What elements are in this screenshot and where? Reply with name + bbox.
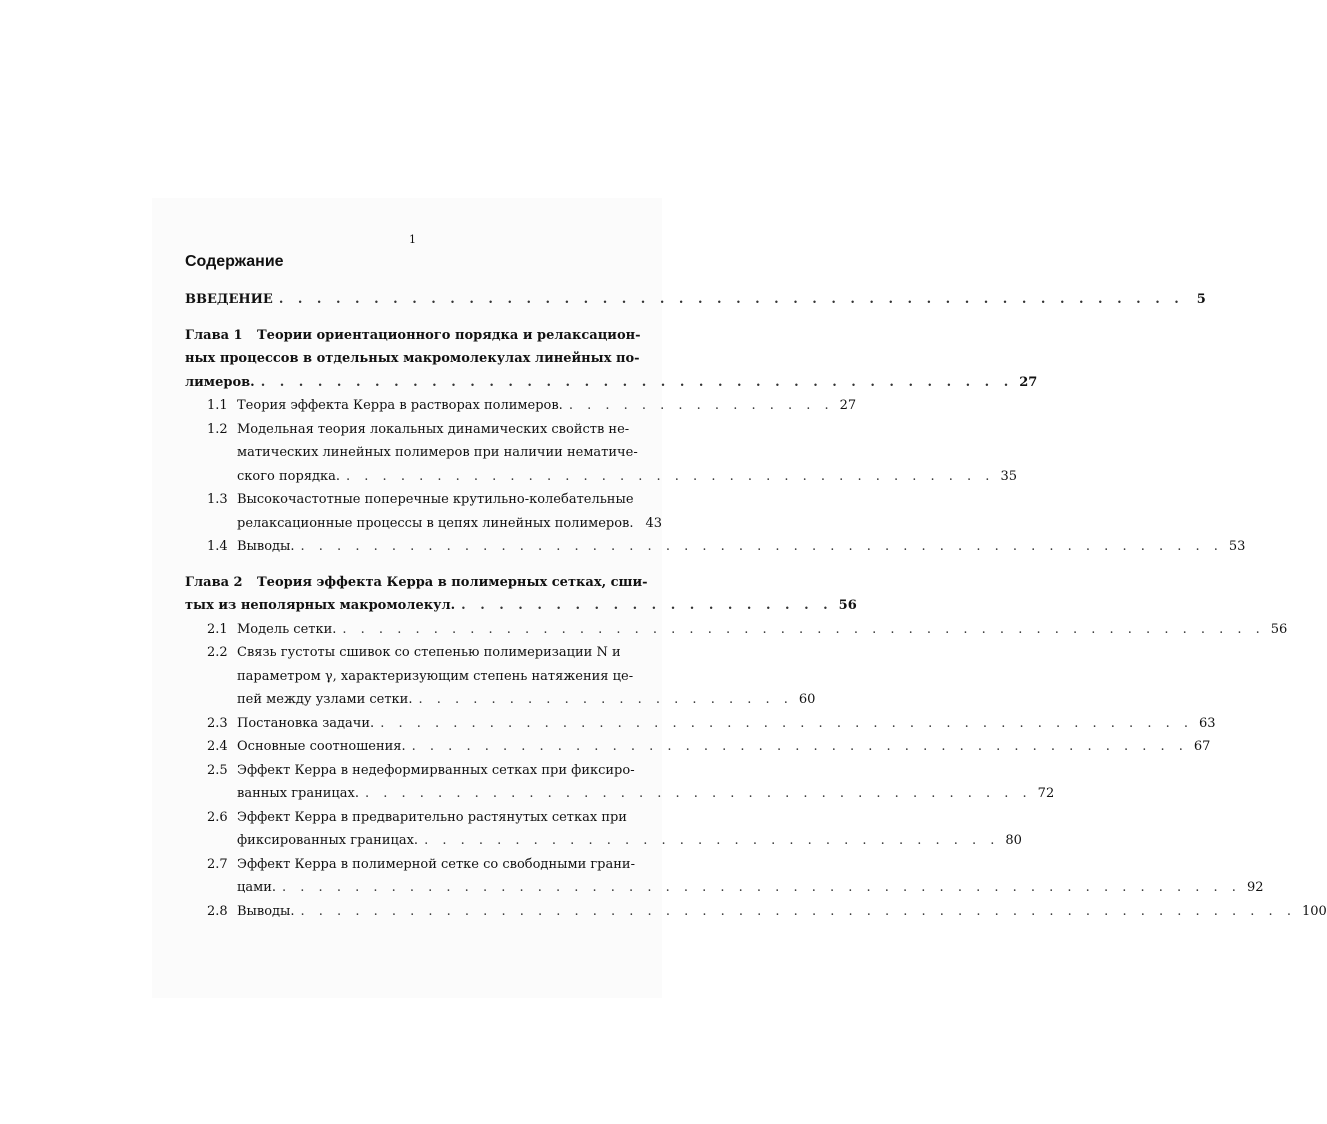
chapter2-heading [185, 571, 648, 595]
section-title: Модель сетки. [237, 621, 337, 637]
chapter1-title-continuation [185, 347, 643, 371]
section-title: Высокочастотные поперечные крутильно-колебательные [237, 492, 634, 507]
section-page: 27 [839, 398, 857, 413]
chapter2-page: 56 [838, 598, 857, 613]
toc-section-1-3 [185, 488, 643, 512]
section-title: фиксированных границах. [237, 833, 419, 848]
section-title: релаксационные процессы в цепях линейных полимеров. [237, 515, 634, 531]
dot-leader: . . . . . . . . . . . . . . . . . . . . . . . . . . . . . . . . . . . . [346, 468, 995, 484]
dot-leader: . . . . . . . . . . . . . . . . . . . . . . . . . . . . . . . . . . . . . . . . . . . . . . . . . . . . . . . [300, 903, 1296, 919]
section-page: 35 [1000, 468, 1017, 484]
chapter1-title-last [185, 371, 1038, 395]
section-number: 1.4 [207, 539, 228, 554]
toc-section-continuation [185, 688, 816, 712]
toc-intro [185, 288, 1206, 312]
chapter1-label: Глава 1 [185, 327, 243, 343]
toc-section-2-7 [185, 853, 643, 877]
toc-section-1-1 [185, 394, 857, 418]
chapter1-page: 27 [1019, 374, 1038, 390]
toc-section-continuation [185, 512, 663, 536]
section-title: матических линейных полимеров при наличии нематиче- [237, 445, 638, 460]
chapter1-title-line: Теории ориентационного порядка и релаксацион- [257, 327, 641, 343]
toc-intro-page: 5 [1196, 292, 1206, 307]
table-of-contents [185, 288, 1327, 923]
toc-section-2-4 [185, 735, 1211, 759]
section-page: 72 [1037, 786, 1055, 801]
section-title: ского порядка. [237, 468, 341, 484]
section-number: 1.3 [207, 492, 228, 507]
chapter1-heading [185, 324, 643, 348]
toc-section-2-1 [185, 618, 1288, 642]
dot-leader: . . . . . . . . . . . . . . . . . . . . . . . . . . . . . . . . . . . . . . . . . . . . . . . . . . . . . [282, 880, 1241, 895]
toc-section-continuation [185, 665, 643, 689]
section-title: Эффект Керра в предварительно растянутых сетках при [237, 809, 627, 825]
dot-leader: . . . . . . . . . . . . . . . . . . . . . . . . . . . . . . . . . . . . . . . . . . . . . . . . [278, 292, 1184, 307]
toc-section-2-2 [185, 641, 643, 665]
section-number: 2.5 [207, 762, 228, 778]
dot-leader: . . . . . . . . . . . . . . . . . . . . . . . . . . . . . . . . [424, 833, 1000, 848]
chapter2-title-line: Теория эффекта Керра в полимерных сетках, сши- [257, 574, 648, 590]
section-title: Связь густоты сшивок со степенью полимеризации N и [237, 645, 621, 660]
chapter1-title-line: ных процессов в отдельных макромолекулах линейных по- [185, 351, 640, 366]
toc-section-2-6 [185, 806, 643, 830]
section-title: Выводы. [237, 903, 295, 919]
dot-leader: . . . . . . . . . . . . . . . . . . . . . . . . . . . . . . . . . . . . . . . . . . . . . . . . . . . [342, 621, 1265, 637]
toc-section-continuation [185, 465, 1017, 489]
section-page: 63 [1198, 715, 1216, 731]
section-page: 56 [1270, 621, 1288, 637]
toc-section-2-8 [185, 900, 1327, 924]
section-page: 67 [1193, 739, 1211, 754]
section-title: цами. [237, 880, 277, 895]
section-title: Модельная теория локальных динамических свойств не- [237, 421, 630, 437]
section-title: Эффект Керра в недеформирванных сетках при фиксиро- [237, 762, 635, 778]
section-title: Основные соотношения. [237, 739, 406, 754]
section-number: 1.2 [207, 421, 228, 437]
section-number: 1.1 [207, 398, 228, 413]
chapter2-label: Глава 2 [185, 574, 243, 590]
section-number: 2.8 [207, 903, 228, 919]
section-page: 92 [1246, 880, 1264, 895]
dot-leader: . . . . . . . . . . . . . . . . . . . . . . . . . . . . . . . . . . . . . . . . . . . . . . . . . . . [300, 539, 1223, 554]
toc-section-continuation [185, 441, 643, 465]
section-page: 80 [1005, 833, 1022, 848]
section-page: 43 [645, 515, 663, 531]
section-title: параметром γ, характеризующим степень натяжения це- [237, 668, 634, 684]
section-number: 2.1 [207, 621, 228, 637]
section-number: 2.7 [207, 856, 228, 872]
dot-leader: . . . . . . . . . . . . . . . . . . . . [461, 598, 833, 613]
chapter2-title-last [185, 594, 857, 618]
toc-section-2-5 [185, 759, 643, 783]
section-number: 2.2 [207, 645, 228, 660]
section-number: 2.3 [207, 715, 228, 731]
dot-leader: . . . . . . . . . . . . . . . . . . . . . . . . . . . . . . . . . . . . . . . . . . . . . [380, 715, 1193, 731]
section-title: Выводы. [237, 539, 295, 554]
section-title: Эффект Керра в полимерной сетке со свободными грани- [237, 856, 635, 872]
section-title: ванных границах. [237, 786, 359, 801]
section-title: Постановка задачи. [237, 715, 375, 731]
toc-section-1-2 [185, 418, 643, 442]
section-page: 53 [1228, 539, 1246, 554]
section-page: 60 [798, 692, 816, 707]
toc-section-continuation [185, 782, 1055, 806]
toc-section-1-4 [185, 535, 1246, 559]
dot-leader: . . . . . . . . . . . . . . . . . . . . . . . . . . . . . . . . . . . . . [365, 786, 1032, 801]
toc-section-2-3 [185, 712, 1216, 736]
toc-section-continuation [185, 876, 1264, 900]
chapter2-title-line: тых из неполярных макромолекул. [185, 598, 456, 613]
section-title: пей между узлами сетки. [237, 692, 413, 707]
section-title: Теория эффекта Керра в растворах полимеров. [237, 398, 563, 413]
toc-title: Содержание [185, 253, 284, 270]
page-number: 1 [409, 233, 416, 246]
dot-leader: . . . . . . . . . . . . . . . . . . . . . . . . . . . . . . . . . . . . . . . . [260, 374, 1014, 390]
dot-leader: . . . . . . . . . . . . . . . . . . . . . [418, 692, 793, 707]
section-number: 2.4 [207, 739, 228, 754]
dot-leader: . . . . . . . . . . . . . . . . . . . . . . . . . . . . . . . . . . . . . . . . . . . [411, 739, 1188, 754]
toc-intro-label: ВВЕДЕНИЕ [185, 292, 273, 307]
toc-section-continuation [185, 829, 1022, 853]
dot-leader: . . . . . . . . . . . . . . . [568, 398, 834, 413]
section-page: 100 [1301, 903, 1327, 919]
section-number: 2.6 [207, 809, 228, 825]
chapter1-title-line: лимеров. [185, 374, 255, 390]
